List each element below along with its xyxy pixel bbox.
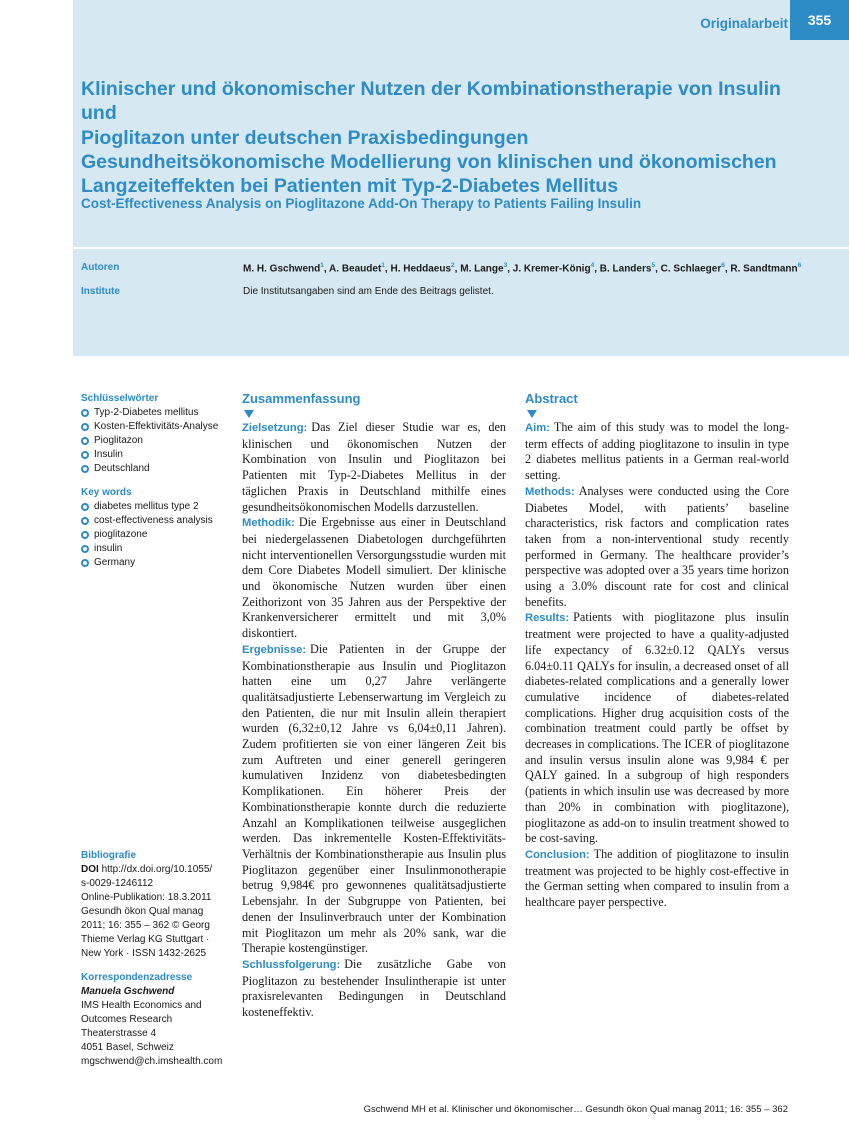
institutes-label: Institute xyxy=(81,286,120,297)
keyword-text: Kosten-Effektivitäts-Analyse xyxy=(94,421,219,432)
section-run-in-label: Aim: xyxy=(525,422,550,434)
keywords-de-label: Schlüsselwörter xyxy=(81,393,159,404)
affiliation-number: 6 xyxy=(721,262,725,269)
section-run-in-label: Ergebnisse: xyxy=(242,643,307,656)
affiliation-number: 5 xyxy=(651,262,656,269)
correspondence xyxy=(81,971,231,1069)
doi-line xyxy=(81,863,231,877)
circle-bullet-icon xyxy=(81,559,89,567)
bib-line: Gesundh ökon Qual manag xyxy=(81,906,204,917)
circle-bullet-icon xyxy=(81,409,89,417)
circle-bullet-icon xyxy=(81,451,89,459)
abstract-german xyxy=(242,391,506,1021)
abstract-paragraph xyxy=(525,847,789,911)
affiliation-number: 3 xyxy=(503,262,508,269)
abstract-en-heading: Abstract xyxy=(525,391,578,406)
title-line: Klinischer und ökonomischer Nutzen der Kombinationstherapie von Insulin und xyxy=(81,78,781,125)
institutes-note: Die Institutsangaben sind am Ende des Beitrags gelistet. xyxy=(243,286,494,297)
keyword-text: Pioglitazon xyxy=(94,435,143,446)
abstract-paragraph xyxy=(242,957,506,1021)
section-text: Die Patienten in der Gruppe der Kombinationstherapie aus Insulin und Pioglitazon hatten eine um 0,27 Jahre verlängerte qualitätsadjustierte Lebenserwartung im Vergleich zu den Patienten, die nur mit Insulin allein therapiert wurden (6,32±0,12 Jahre vs 6,04±0,11 Jahren). Zudem profitierten sie von einer längeren Zeit bis zum Auftreten und einer generell geringeren kumulativen Inzidenz von diabetesbedingten Komplikationen. Ein höherer Preis der Kombinationstherapie konnte durch die reduzierte Anzahl an Komplikationen teilweise ausgeglichen werden. Das inkrementelle Kosten-Effektivitäts-Verhältnis der Kombinationstherapie aus Insulin plus Pioglitazon gegenüber einer Insulinmonotherapie betrug 9,984€ pro gewonnenes qualitätsadjustierte Lebensjahr. In der Subgruppe von Patienten, bei denen der Insulinverbrauch unter der Kombination mit Pioglitazon um mehr als 20% sank, war die Therapie kostengünstiger. xyxy=(242,641,506,956)
abstract-paragraph xyxy=(242,515,506,642)
abstract-en-body xyxy=(525,420,789,911)
header-divider xyxy=(73,247,849,249)
keywords-en-label: Key words xyxy=(81,487,132,498)
keyword-item xyxy=(81,528,231,542)
affiliation-number: 1 xyxy=(381,262,385,269)
section-text: The aim of this study was to model the long-term effects of adding pioglitazone to insulin in type 2 diabetes mellitus patients in a German real-world setting. xyxy=(525,420,789,483)
title-line: Langzeiteffekten bei Patienten mit Typ-2-Diabetes Mellitus xyxy=(81,175,619,198)
title-line: Gesundheitsökonomische Modellierung von klinischen und ökonomischen xyxy=(81,150,777,173)
section-run-in-label: Conclusion: xyxy=(525,848,590,861)
author-name: M. H. Gschwend xyxy=(243,263,321,275)
authors-label: Autoren xyxy=(81,262,120,273)
section-text: The addition of pioglitazone to insulin treatment was projected to be highly cost-effective in the German setting when compared to insulin from a healthcare payer perspective. xyxy=(525,846,789,910)
article-title xyxy=(81,77,821,198)
correspondence-name: Manuela Gschwend xyxy=(81,986,175,997)
bib-line: Thieme Verlag KG Stuttgart · xyxy=(81,934,210,945)
doi-link[interactable]: http://dx.doi.org/10.1055/ xyxy=(101,864,213,875)
circle-bullet-icon xyxy=(81,465,89,473)
keyword-text: Insulin xyxy=(94,449,123,460)
address-line: 4051 Basel, Schweiz xyxy=(81,1042,174,1053)
keyword-item xyxy=(81,556,231,570)
author-name: A. Beaudet xyxy=(329,263,382,275)
doi-label: DOI xyxy=(81,864,99,875)
keyword-item xyxy=(81,542,231,556)
abstract-paragraph xyxy=(242,642,506,957)
abstract-paragraph xyxy=(525,420,789,484)
bib-line: s-0029-1246112 xyxy=(81,878,154,889)
address-line: Outcomes Research xyxy=(81,1014,173,1025)
section-run-in-label: Schlussfolgerung: xyxy=(242,958,341,971)
author-name: J. Kremer-König xyxy=(512,263,591,275)
author-name: M. Lange xyxy=(460,263,504,275)
page-number: 355 xyxy=(790,0,849,40)
keywords-de-list xyxy=(81,406,231,476)
section-text: Patients with pioglitazone plus insulin treatment were projected to have a quality-adjusted life expectancy of 6.32±0.12 QALYs versus 6.04±0.11 QALYs for insulin, a decreased onset of all diabetes-related complications and a generally lower cumulative incidence of diabetes-related complications. Higher drug acquisition costs of the combination treatment could partly be offset by decreases in complications. The ICER of pioglitazone and insulin versus insulin alone was 9,984 € per QALY gained. In a subgroup of high responders (patients in which insulin use was decreased by more than 20% in combination with pioglitazone), pioglitazone as add-on to insulin treatment showed to be cost-saving. xyxy=(525,610,789,846)
affiliation-number: 4 xyxy=(590,262,595,269)
keyword-item xyxy=(81,500,231,514)
author-name: R. Sandtmann xyxy=(730,263,798,275)
bib-line: Online-Publikation: 18.3.2011 xyxy=(81,892,212,903)
keyword-item xyxy=(81,420,231,434)
keyword-text: Typ-2-Diabetes mellitus xyxy=(94,407,199,418)
circle-bullet-icon xyxy=(81,531,89,539)
footer-citation: Gschwend MH et al. Klinischer und ökonomischer… Gesundh ökon Qual manag 2011; 16: 355 – 362 xyxy=(363,1104,788,1115)
circle-bullet-icon xyxy=(81,503,89,511)
author-name: C. Schlaeger xyxy=(660,263,722,275)
abstract-english xyxy=(525,391,789,911)
article-subtitle: Cost-Effectiveness Analysis on Pioglitazone Add-On Therapy to Patients Failing Insulin xyxy=(81,196,642,211)
section-run-in-label: Results: xyxy=(525,612,570,625)
abstract-paragraph xyxy=(525,610,789,847)
keywords-en xyxy=(81,486,231,570)
circle-bullet-icon xyxy=(81,545,89,553)
section-run-in-label: Methods: xyxy=(525,485,575,498)
keyword-item xyxy=(81,448,231,462)
affiliation-number: 6 xyxy=(797,262,802,269)
keyword-text: insulin xyxy=(94,543,123,554)
section-text: Das Ziel dieser Studie war es, den klinischen und ökonomischen Nutzen der Kombination von Insulin und Pioglitazon bei Patienten mit Typ-2-Diabetes Mellitus in der täglichen Praxis in Deutschland mithilfe eines gesundheitsökonomischen Modells darzustellen. xyxy=(242,420,506,514)
section-run-in-label: Methodik: xyxy=(242,517,295,530)
author-name: B. Landers xyxy=(599,263,652,275)
keyword-item xyxy=(81,462,231,476)
keyword-text: pioglitazone xyxy=(94,529,148,540)
section-text: Die Ergebnisse aus einer in Deutschland bei niedergelassenen Diabetologen durchgeführten nicht interventionellen Versorgungsstudie wurden mit dem Core Diabetes Modell simuliert. Der klinische und ökonomische Nutzen wurden über einen Zeithorizont von 35 Jahren aus der Perspektive der Krankenversicherer ermittelt und mit 3,0% diskontiert. xyxy=(242,515,506,641)
abstract-paragraph xyxy=(242,420,506,515)
section-label: Originalarbeit xyxy=(700,16,788,31)
section-run-in-label: Zielsetzung: xyxy=(242,422,308,434)
bib-line: New York · ISSN 1432-2625 xyxy=(81,948,207,959)
section-text: Analyses were conducted using the Core Diabetes Model, with patients’ baseline characteristics, risk factors and complication rates taken from a non-interventional study recently performed in Germany. The healthcare provider’s perspective was adopted over a 35 years time horizon using a 3.0% discount rate for cost and clinical benefits. xyxy=(525,483,789,609)
bibliography-label: Bibliografie xyxy=(81,850,137,861)
section-text: Die zusätzliche Gabe von Pioglitazon zu bestehender Insulintherapie ist unter praxisrelevanten Bedingungen in Deutschland kosteneffektiv. xyxy=(242,956,506,1020)
abstract-de-body xyxy=(242,420,506,1021)
email-link[interactable]: mgschwend@ch.imshealth.com xyxy=(81,1056,223,1067)
circle-bullet-icon xyxy=(81,437,89,445)
abstract-de-heading: Zusammenfassung xyxy=(242,391,361,406)
correspondence-label: Korrespondenzadresse xyxy=(81,972,193,983)
keyword-item xyxy=(81,406,231,420)
circle-bullet-icon xyxy=(81,517,89,525)
keyword-item xyxy=(81,514,231,528)
circle-bullet-icon xyxy=(81,423,89,431)
address-line: Theaterstrasse 4 xyxy=(81,1028,157,1039)
triangle-marker-icon xyxy=(244,410,254,418)
keywords-de xyxy=(81,392,231,476)
address-line: IMS Health Economics and xyxy=(81,1000,202,1011)
keyword-item xyxy=(81,434,231,448)
keyword-text: Deutschland xyxy=(94,463,150,474)
author-name: H. Heddaeus xyxy=(390,263,452,275)
affiliation-number: 2 xyxy=(451,262,455,269)
triangle-marker-icon xyxy=(527,410,537,418)
keyword-text: Germany xyxy=(94,557,136,568)
affiliation-number: 1 xyxy=(320,262,324,269)
title-line: Pioglitazon unter deutschen Praxisbedingungen xyxy=(81,126,529,149)
abstract-paragraph xyxy=(525,484,789,611)
keyword-text: cost-effectiveness analysis xyxy=(94,515,213,526)
bib-line: 2011; 16: 355 – 362 © Georg xyxy=(81,920,210,931)
keyword-text: diabetes mellitus type 2 xyxy=(94,501,199,512)
bibliography xyxy=(81,849,231,961)
keywords-en-list xyxy=(81,500,231,570)
authors-list: M. H. Gschwend$^1$, A. Beaudet$^1$, H. Heddaeus$^2$, M. Lange$^3$, J. Kremer-König$^4$, B. Landers$^5$, C. Schlaeger$^6$, R. Sandtmann$^6$ xyxy=(243,262,802,275)
